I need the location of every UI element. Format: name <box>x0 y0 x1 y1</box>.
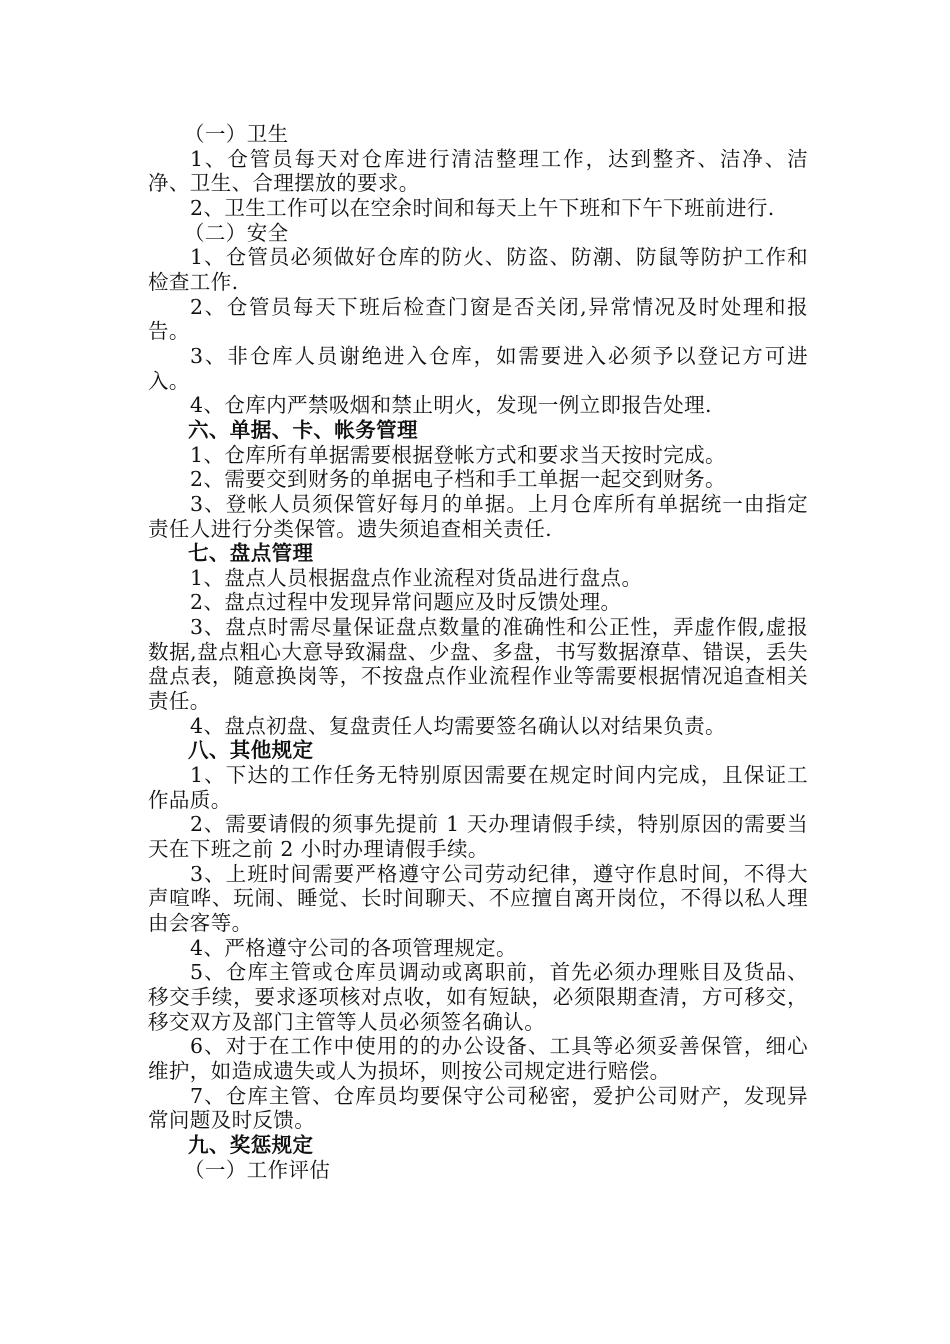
section-heading-documents: 六、单据、卡、帐务管理 <box>188 417 418 442</box>
paragraph: 2、仓管员每天下班后检查门窗是否关闭,异常情况及时处理和报告。 <box>148 294 808 344</box>
paragraph: 1、盘点人员根据盘点作业流程对货品进行盘点。 <box>190 565 643 590</box>
subsection-heading-hygiene: （一）卫生 <box>184 122 289 146</box>
section-heading-inventory: 七、盘点管理 <box>188 541 314 566</box>
paragraph: 2、需要交到财务的单据电子档和手工单据一起交到财务。 <box>190 467 726 492</box>
paragraph: 7、仓库主管、仓库员均要保守公司秘密，爱护公司财产，发现异常问题及时反馈。 <box>148 1083 808 1133</box>
paragraph: 6、对于在工作中使用的的办公设备、工具等必须妥善保管，细心维护，如造成遗失或人为损坏，则按公司规定进行赔偿。 <box>148 1034 808 1083</box>
paragraph: 1、仓库所有单据需要根据登帐方式和要求当天按时完成。 <box>190 442 726 467</box>
paragraph: 2、盘点过程中发现异常问题应及时反馈处理。 <box>190 590 622 615</box>
paragraph: 4、严格遵守公司的各项管理规定。 <box>190 935 517 960</box>
paragraph: 1、仓管员每天对仓库进行清洁整理工作，达到整齐、洁净、洁净、卫生、合理摆放的要求。 <box>148 146 808 196</box>
paragraph: 3、盘点时需尽量保证盘点数量的准确性和公正性，弄虚作假,虚报数据,盘点粗心大意导致漏盘、少盘、多盘，书写数据潦草、错误，丢失盘点表，随意换岗等，不按盘点作业流程作业等需要根据情况追查相关责任。 <box>148 615 808 714</box>
subsection-heading-evaluation: （一）工作评估 <box>184 1157 331 1182</box>
paragraph: 3、非仓库人员谢绝进入仓库，如需要进入必须予以登记方可进入。 <box>148 343 808 393</box>
paragraph: 4、仓库内严禁吸烟和禁止明火，发现一例立即报告处理. <box>190 393 712 418</box>
subsection-heading-safety: （二）安全 <box>184 220 289 245</box>
paragraph: 3、登帐人员须保管好每月的单据。上月仓库所有单据统一由指定责任人进行分类保管。遗失须追查相关责任. <box>148 491 808 541</box>
paragraph: 1、仓管员必须做好仓库的防火、防盗、防潮、防鼠等防护工作和检查工作. <box>148 245 808 294</box>
section-heading-other-rules: 八、其他规定 <box>188 738 314 763</box>
document-body <box>148 122 808 1182</box>
paragraph: 2、需要请假的须事先提前 1 天办理请假手续，特别原因的需要当天在下班之前 2 小时办理请假手续。 <box>148 812 808 862</box>
paragraph: 3、上班时间需要严格遵守公司劳动纪律，遵守作息时间，不得大声喧哗、玩闹、睡觉、长时间聊天、不应擅自离开岗位，不得以私人理由会客等。 <box>148 861 808 935</box>
section-heading-rewards-penalties: 九、奖惩规定 <box>188 1132 314 1157</box>
paragraph: 5、仓库主管或仓库员调动或离职前，首先必须办理账目及货品、移交手续，要求逐项核对点收，如有短缺，必须限期查清，方可移交，移交双方及部门主管等人员必须签名确认。 <box>148 960 808 1034</box>
paragraph: 4、盘点初盘、复盘责任人均需要签名确认以对结果负责。 <box>190 713 726 738</box>
paragraph: 1、下达的工作任务无特别原因需要在规定时间内完成，且保证工作品质。 <box>148 763 808 812</box>
paragraph: 2、卫生工作可以在空余时间和每天上午下班和下午下班前进行. <box>190 195 775 220</box>
